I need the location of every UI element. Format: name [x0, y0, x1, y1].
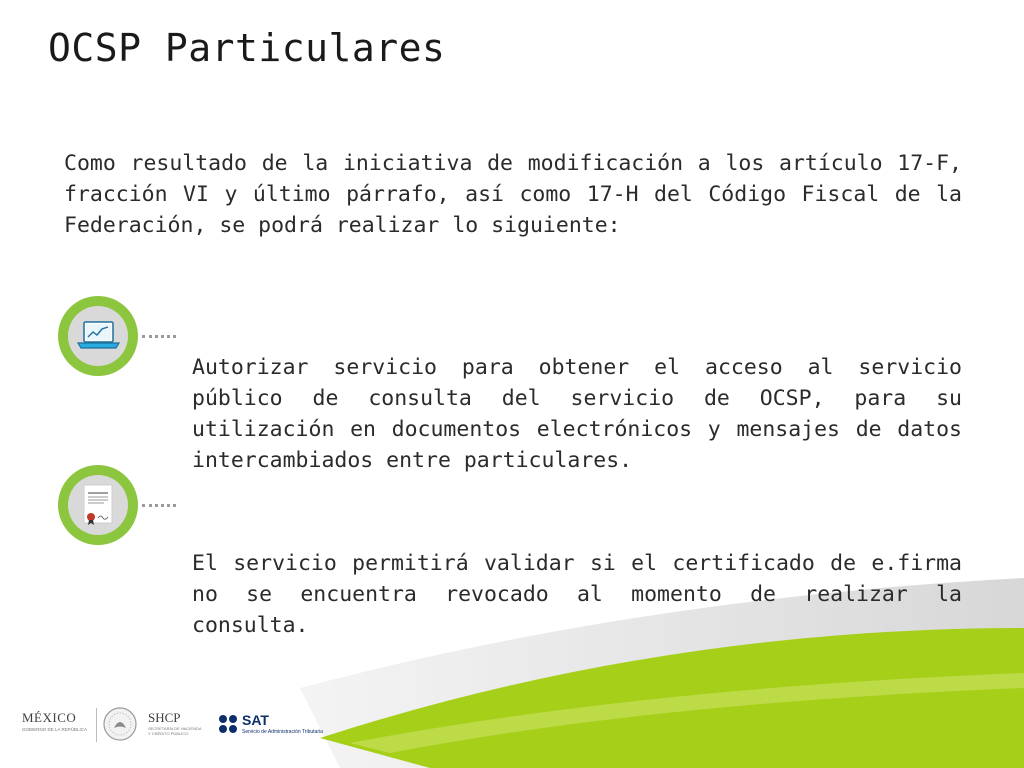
- shcp-logo-subtitle-1: SECRETARÍA DE HACIENDA: [148, 726, 202, 731]
- sat-dots-icon: [218, 714, 240, 736]
- logo-divider: [96, 708, 97, 742]
- connector-dots: [142, 335, 176, 338]
- sat-logo-text: SAT: [242, 712, 269, 728]
- shcp-logo: [148, 710, 218, 742]
- shcp-logo-subtitle-2: Y CRÉDITO PÚBLICO: [148, 731, 189, 736]
- point-1-text: Autorizar servicio para obtener el acceso al servicio público de consulta del servicio de OCSP, para su utilización en documentos electrónicos y mensajes de datos intercambiados entre particulares.: [192, 355, 962, 473]
- point-2-text: El servicio permitirá validar si el certificado de e.firma no se encuentra revocado al momento de realizar la consulta.: [192, 551, 962, 638]
- shcp-logo-text: SHCP: [148, 710, 181, 725]
- footer-logos: [22, 706, 342, 746]
- sat-logo-subtitle: Servicio de Administración Tributaria: [242, 729, 323, 735]
- mexico-logo-text: MÉXICO: [22, 710, 77, 725]
- slide-title: OCSP Particulares: [48, 26, 446, 70]
- sat-logo: [218, 712, 342, 742]
- laptop-chart-icon: [58, 296, 138, 376]
- mexico-logo-subtitle: GOBIERNO DE LA REPÚBLICA: [22, 727, 88, 732]
- mexico-logo: [22, 710, 92, 742]
- intro-paragraph: Como resultado de la iniciativa de modificación a los artículo 17-F, fracción VI y último párrafo, así como 17-H del Código Fiscal de la Federación, se podrá realizar lo siguiente:: [64, 151, 962, 238]
- connector-dots: [142, 504, 176, 507]
- certificate-document-icon: [58, 465, 138, 545]
- national-seal-icon: [102, 706, 138, 742]
